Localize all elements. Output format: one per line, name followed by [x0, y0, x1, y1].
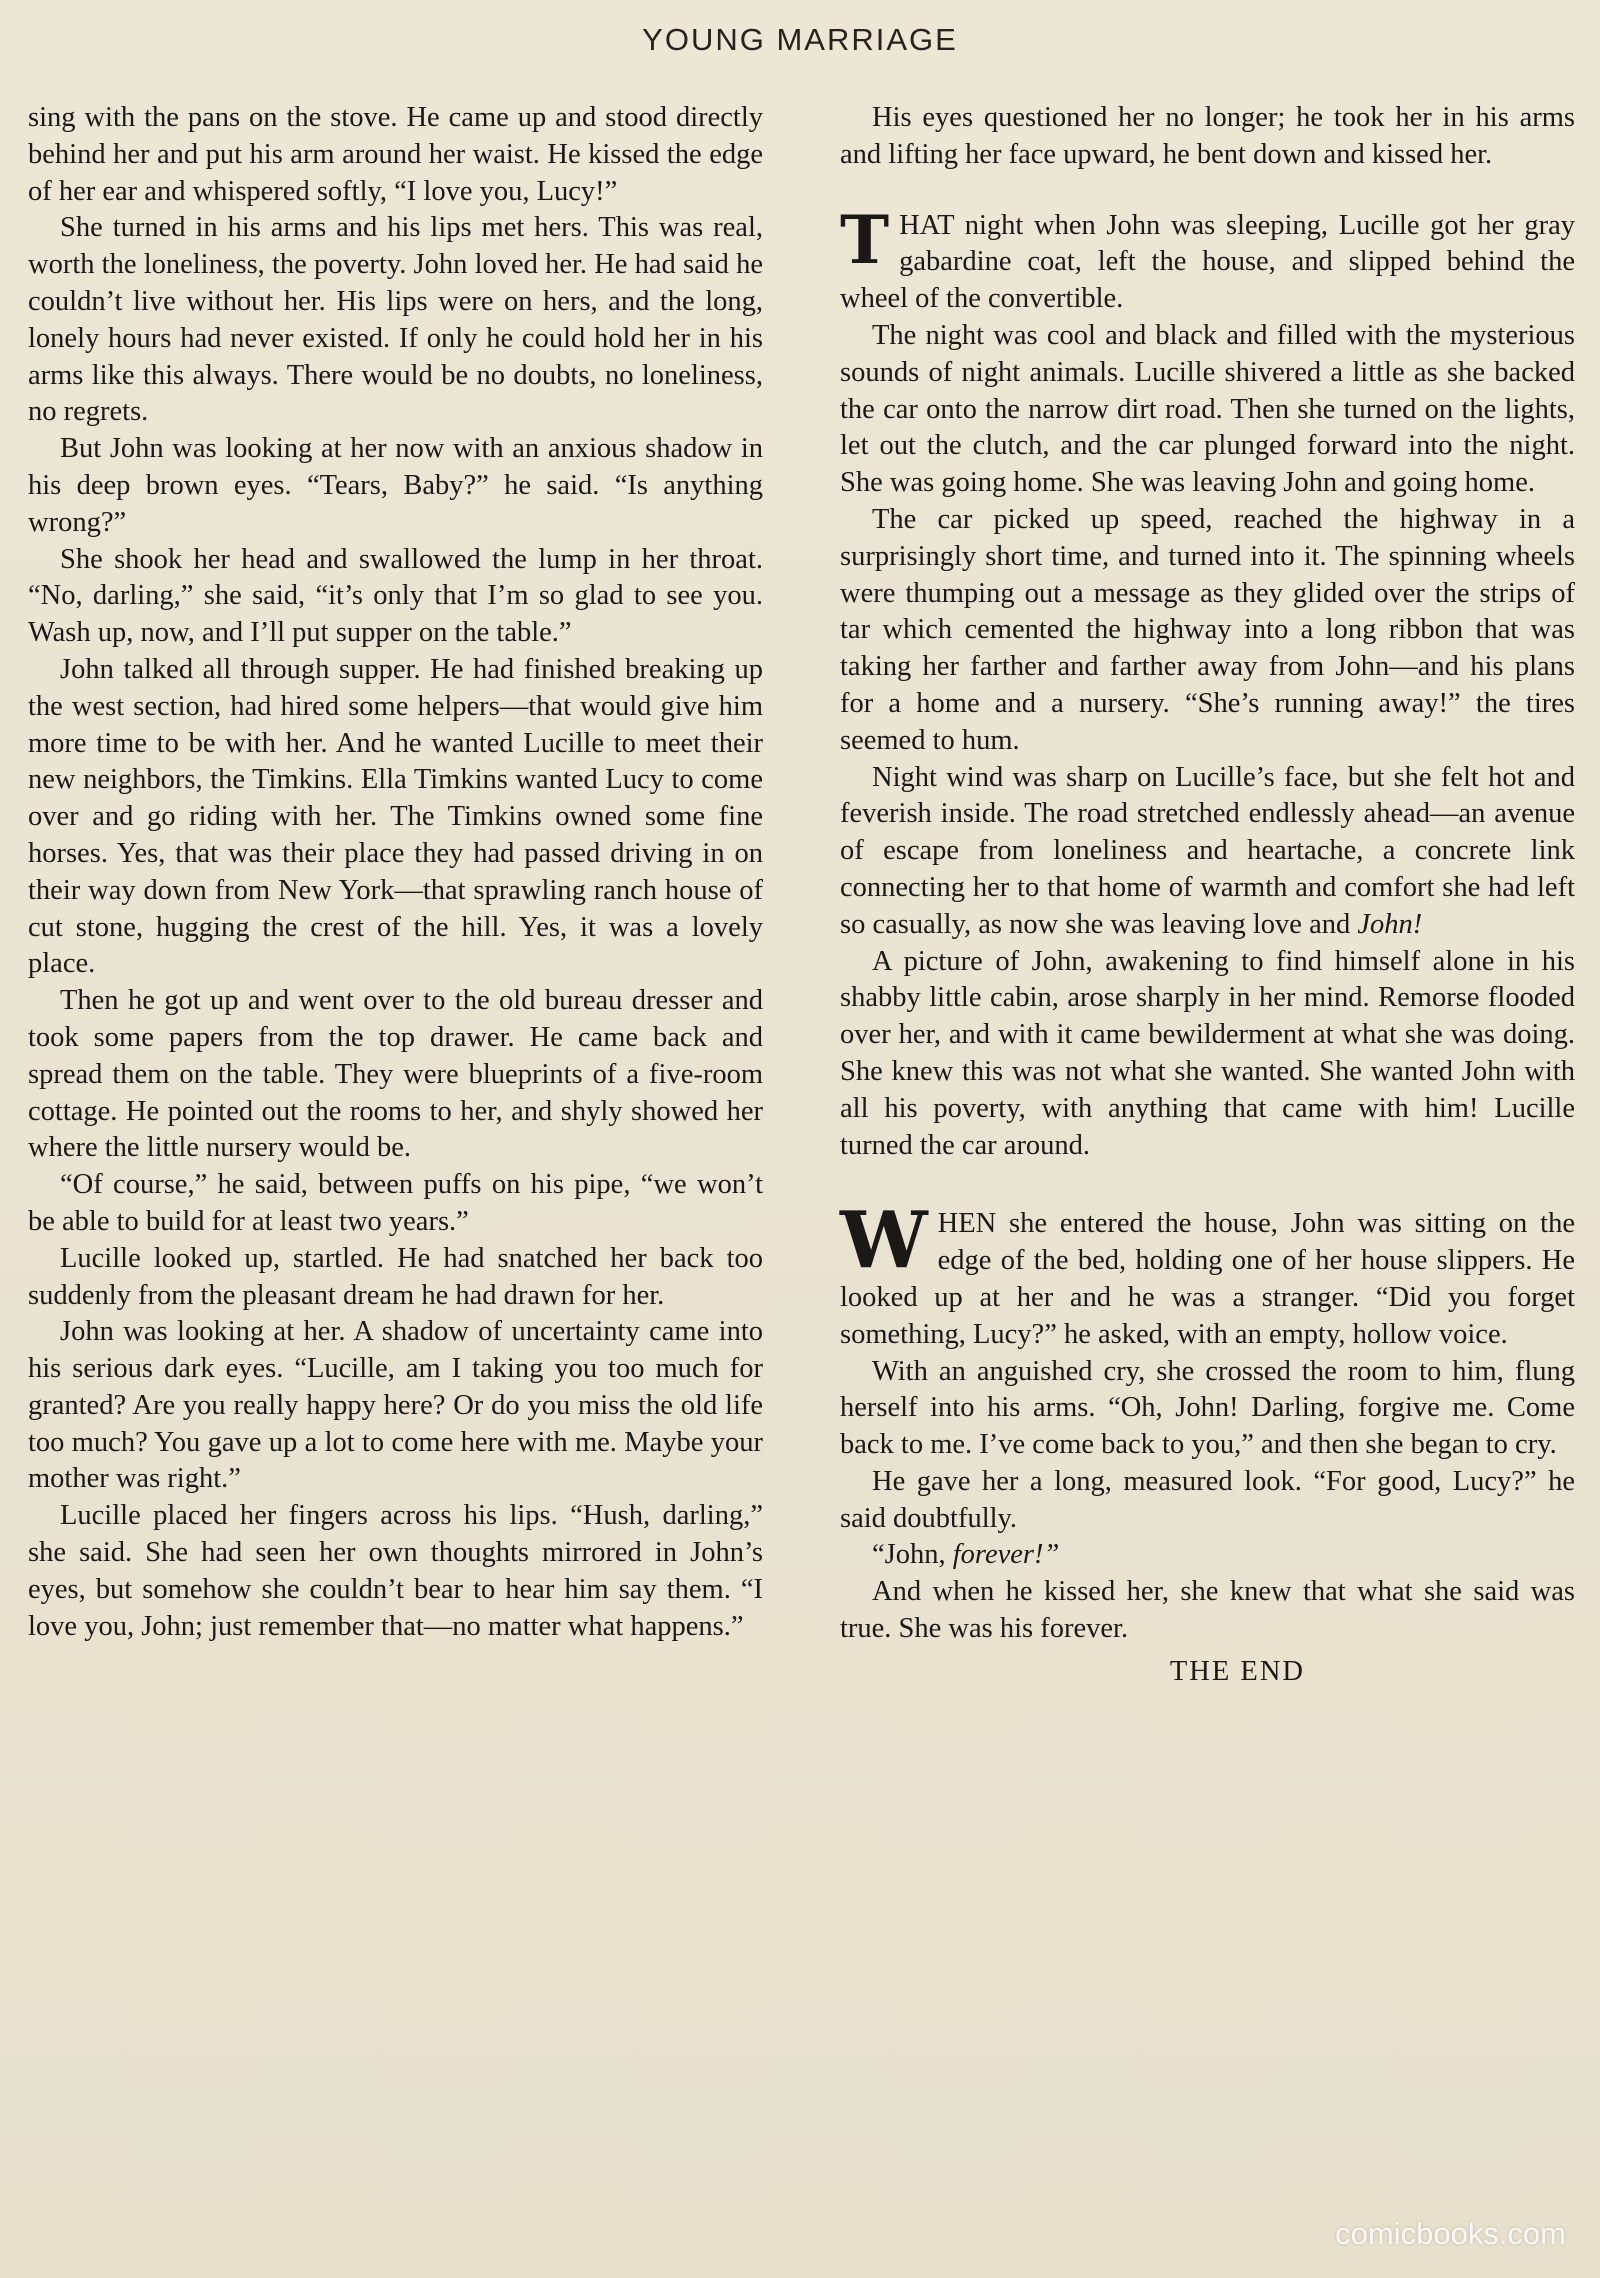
story-paragraph: His eyes questioned her no longer; he took her in his arms and lifting her face upward, he bent down and kissed her.	[840, 102, 1575, 170]
section-break	[840, 1164, 1575, 1206]
section-break	[840, 174, 1575, 208]
emphasis-text: John!	[1357, 908, 1423, 940]
section-opening-text: HAT night when John was sleeping, Lucille got her gray gabardine coat, left the house, and slipped behind the wheel of the convertible.	[840, 209, 1575, 315]
story-paragraph: John was looking at her. A shadow of uncertainty came into his serious dark eyes. “Lucille, am I taking you too much for granted? Are you really happy here? Or do you miss the old life too much? You gave up a lot to come here with me. Maybe your mother was right.”	[28, 1316, 763, 1495]
story-paragraph: She shook her head and swallowed the lump in her throat. “No, darling,” she said, “it’s only that I’m so glad to see you. Wash up, now, and I’ll put supper on the table.”	[28, 543, 763, 649]
story-paragraph: sing with the pans on the stove. He came up and stood directly behind her and put his arm around her waist. He kissed the edge of her ear and whispered softly, “I love you, Lucy!”	[28, 102, 763, 207]
section-opening-paragraph	[840, 200, 1575, 318]
story-paragraph: Then he got up and went over to the old bureau dresser and took some papers from the top drawer. He came back and spread them on the table. They were blueprints of a five-room cottage. He pointed out the rooms to her, and shyly showed her where the little nursery would be.	[28, 985, 763, 1164]
dialogue-text: “John,	[872, 1539, 953, 1571]
page-header-title: YOUNG MARRIAGE	[642, 22, 958, 57]
right-text-column	[840, 100, 1575, 1691]
story-paragraph: John talked all through supper. He had finished breaking up the west section, had hired some helpers—that would give him more time to be with her. And he wanted Lucille to meet their new neighbors, the Timkins. Ella Timkins wanted Lucy to come over and go riding with her. The Timkins owned some fine horses. Yes, that was their place they had passed driving in on their way down from New York—that sprawling ranch house of cut stone, hugging the crest of the hill. Yes, it was a lovely place.	[28, 653, 763, 980]
story-paragraph: She turned in his arms and his lips met hers. This was real, worth the loneliness, the poverty. John loved her. He had said he couldn’t live without her. His lips were on hers, and the long, lonely hours had never existed. If only he could hold her in his arms like this always. There would be no doubts, no loneliness, no regrets.	[28, 212, 763, 428]
drop-cap-letter: W	[840, 1195, 928, 1287]
story-paragraph: But John was looking at her now with an anxious shadow in his deep brown eyes. “Tears, Baby?” he said. “Is anything wrong?”	[28, 433, 763, 538]
site-watermark: comicbooks.com	[1335, 2216, 1566, 2251]
story-paragraph: The car picked up speed, reached the highway in a surprisingly short time, and turned into it. The spinning wheels were thumping out a message as they glided over the strips of tar which cemented the highway into a long ribbon that was taking her farther and farther away from John—and his plans for a home and a nursery. “She’s running away!” the tires seemed to hum.	[840, 503, 1575, 756]
story-paragraph: And when he kissed her, she knew that what she said was true. She was his forever.	[840, 1576, 1575, 1645]
story-paragraph: With an anguished cry, she crossed the room to him, flung herself into his arms. “Oh, John! Darling, forgive me. Come back to me. I’ve come back to you,” and then she began to cry.	[840, 1355, 1575, 1461]
story-paragraph	[840, 1537, 1575, 1574]
story-text: Night wind was sharp on Lucille’s face, but she felt hot and feverish inside. The road stretched endlessly ahead—an avenue of escape from loneliness and heartache, a concrete link connecting her to that home of warmth and comfort she had left so casually, as now she was leaving love and	[840, 761, 1575, 940]
story-paragraph: “Of course,” he said, between puffs on his pipe, “we won’t be able to build for at least two years.”	[28, 1169, 763, 1237]
left-text-column	[28, 100, 763, 1645]
story-paragraph: A picture of John, awakening to find himself alone in his shabby little cabin, arose sharply in her mind. Remorse flooded over her, and with it came bewilderment at what she was doing. She knew this was not what she wanted. She wanted John with all his poverty, with anything that came with him! Lucille turned the car around.	[840, 945, 1575, 1161]
the-end-label: THE END	[1169, 1655, 1305, 1687]
section-opening-text: HEN she entered the house, John was sitting on the edge of the bed, holding one of her house slippers. He looked up at her and he was a stranger. “Did you forget something, Lucy?” he asked, with an empty, hollow voice.	[840, 1208, 1575, 1350]
emphasis-text: forever!”	[952, 1539, 1060, 1571]
story-paragraph: Lucille placed her fingers across his lips. “Hush, darling,” she said. She had seen her own thoughts mirrored in John’s eyes, but somehow she couldn’t bear to hear him say them. “I love you, John; just remember that—no matter what happens.”	[28, 1500, 763, 1642]
story-paragraph	[840, 760, 1575, 944]
section-opening-paragraph	[840, 1195, 1575, 1353]
drop-cap-letter: T	[840, 200, 890, 279]
story-paragraph: He gave her a long, measured look. “For good, Lucy?” he said doubtfully.	[840, 1465, 1575, 1534]
story-paragraph: The night was cool and black and filled with the mysterious sounds of night animals. Lucille shivered a little as she backed the car onto the narrow dirt road. Then she turned on the lights, let out the clutch, and the car plunged forward into the night. She was going home. She was leaving John and going home.	[840, 319, 1575, 499]
story-paragraph: Lucille looked up, startled. He had snatched her back too suddenly from the pleasant dream he had drawn for her.	[28, 1242, 763, 1311]
